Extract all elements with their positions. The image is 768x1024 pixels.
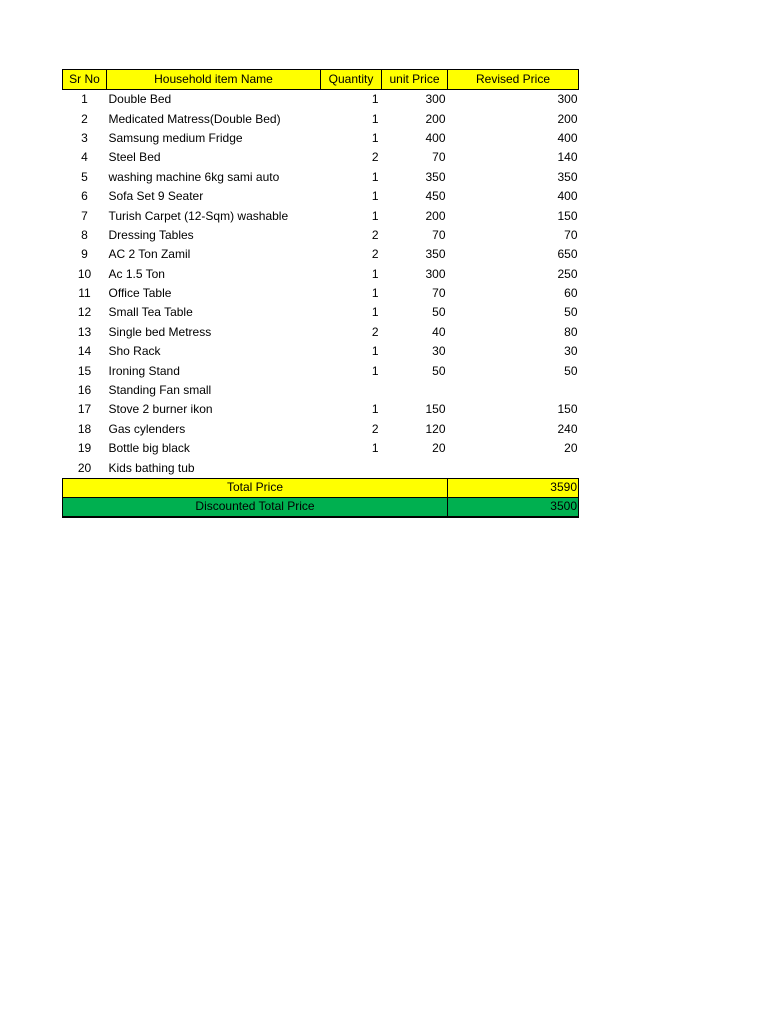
- cell-item-name: Kids bathing tub: [108, 460, 195, 475]
- cell-sr-no: 10: [77, 266, 92, 281]
- table-row: [63, 420, 579, 439]
- cell-item-name: Sho Rack: [108, 344, 161, 359]
- cell-unit-price: 20: [432, 441, 446, 456]
- cell-sr-no: 1: [81, 92, 88, 107]
- cell-unit-price: 50: [432, 363, 446, 378]
- discounted-total-value: 3500: [448, 497, 579, 517]
- cell-quantity: 1: [371, 441, 379, 456]
- cell-item-name: Medicated Matress(Double Bed): [108, 111, 281, 126]
- cell-unit-price: 70: [432, 150, 446, 165]
- household-items-table: [62, 69, 579, 518]
- cell-item-name: AC 2 Ton Zamil: [108, 247, 191, 262]
- price-sheet: [62, 69, 578, 518]
- cell-sr-no: 7: [81, 208, 88, 223]
- cell-sr-no: 9: [81, 247, 88, 262]
- table-row: [63, 187, 579, 206]
- cell-revised-price: 150: [557, 402, 578, 417]
- cell-quantity: 1: [371, 286, 379, 301]
- cell-item-name: Office Table: [108, 286, 172, 301]
- table-row: [63, 90, 579, 110]
- cell-revised-price: 80: [564, 324, 578, 339]
- cell-item-name: Ironing Stand: [108, 363, 180, 378]
- cell-unit-price: 70: [432, 227, 446, 242]
- cell-sr-no: 3: [81, 130, 88, 145]
- header-unit-price: unit Price: [382, 70, 448, 90]
- cell-item-name: Stove 2 burner ikon: [108, 402, 213, 417]
- header-sr-no: Sr No: [63, 70, 107, 90]
- cell-quantity: 1: [371, 305, 379, 320]
- table-row: [63, 109, 579, 128]
- cell-unit-price: [382, 458, 448, 478]
- cell-item-name: Samsung medium Fridge: [108, 130, 243, 145]
- table-row: [63, 284, 579, 303]
- table-row: [63, 400, 579, 419]
- table-row: [63, 226, 579, 245]
- cell-sr-no: 17: [77, 402, 92, 417]
- cell-revised-price: 60: [564, 286, 578, 301]
- cell-revised-price: 70: [564, 227, 578, 242]
- header-item-name: Household item Name: [107, 70, 321, 90]
- cell-sr-no: 19: [77, 441, 92, 456]
- cell-item-name: Steel Bed: [108, 150, 161, 165]
- cell-revised-price: 300: [557, 92, 578, 107]
- cell-quantity: 1: [371, 92, 379, 107]
- total-price-value: 3590: [448, 478, 579, 497]
- cell-sr-no: 5: [81, 169, 88, 184]
- cell-unit-price: 150: [425, 402, 446, 417]
- cell-quantity: 1: [371, 363, 379, 378]
- table-row: [63, 323, 579, 342]
- cell-item-name: Single bed Metress: [108, 324, 212, 339]
- cell-quantity: 2: [371, 324, 379, 339]
- cell-sr-no: 11: [78, 286, 91, 301]
- cell-quantity: [321, 458, 382, 478]
- cell-quantity: 1: [371, 344, 379, 359]
- cell-item-name: Sofa Set 9 Seater: [108, 189, 204, 204]
- cell-quantity: 1: [371, 130, 379, 145]
- table-row: [63, 381, 579, 400]
- cell-quantity: 1: [371, 189, 379, 204]
- cell-revised-price: 50: [564, 363, 578, 378]
- discounted-total-label: Discounted Total Price: [63, 497, 448, 517]
- table-row: [63, 342, 579, 361]
- cell-unit-price: 50: [432, 305, 446, 320]
- cell-revised-price: 50: [564, 305, 578, 320]
- cell-quantity: [321, 381, 382, 400]
- cell-revised-price: [448, 381, 579, 400]
- cell-unit-price: 30: [432, 344, 446, 359]
- cell-quantity: 1: [371, 208, 379, 223]
- cell-sr-no: 12: [77, 305, 92, 320]
- cell-sr-no: 20: [77, 460, 92, 475]
- cell-revised-price: 400: [557, 189, 578, 204]
- cell-unit-price: 350: [425, 169, 446, 184]
- cell-revised-price: 650: [557, 247, 578, 262]
- cell-unit-price: 70: [432, 286, 446, 301]
- cell-sr-no: 8: [81, 227, 88, 242]
- cell-unit-price: 300: [425, 266, 446, 281]
- table-row: [63, 148, 579, 167]
- cell-quantity: 2: [371, 150, 379, 165]
- cell-quantity: 2: [371, 247, 379, 262]
- cell-unit-price: 40: [432, 324, 446, 339]
- discount-row: [63, 497, 579, 517]
- cell-quantity: 1: [371, 169, 379, 184]
- cell-item-name: Bottle big black: [108, 441, 190, 456]
- cell-item-name: Small Tea Table: [108, 305, 193, 320]
- cell-unit-price: 200: [425, 111, 446, 126]
- cell-revised-price: 150: [557, 208, 578, 223]
- table-row: [63, 439, 579, 458]
- cell-sr-no: 15: [77, 363, 92, 378]
- cell-sr-no: 16: [77, 383, 92, 398]
- total-price-label: Total Price: [63, 478, 448, 497]
- cell-revised-price: 400: [557, 130, 578, 145]
- cell-revised-price: 240: [557, 421, 578, 436]
- cell-quantity: 2: [371, 227, 379, 242]
- table-body: [63, 90, 579, 479]
- cell-revised-price: 250: [557, 266, 578, 281]
- cell-quantity: 1: [371, 402, 379, 417]
- table-row: [63, 458, 579, 478]
- table-row: [63, 168, 579, 187]
- cell-sr-no: 4: [81, 150, 88, 165]
- cell-unit-price: 120: [425, 421, 446, 436]
- table-row: [63, 129, 579, 148]
- cell-item-name: Gas cylenders: [108, 421, 186, 436]
- cell-unit-price: 300: [425, 92, 446, 107]
- table-row: [63, 303, 579, 322]
- cell-quantity: 1: [371, 266, 379, 281]
- cell-revised-price: 200: [557, 111, 578, 126]
- table-row: [63, 265, 579, 284]
- cell-item-name: washing machine 6kg sami auto: [108, 169, 280, 184]
- table-row: [63, 245, 579, 264]
- cell-unit-price: [382, 381, 448, 400]
- cell-item-name: Standing Fan small: [108, 383, 212, 398]
- cell-revised-price: 30: [564, 344, 578, 359]
- cell-sr-no: 13: [77, 324, 92, 339]
- cell-quantity: 2: [371, 421, 379, 436]
- cell-revised-price: 140: [557, 150, 578, 165]
- cell-sr-no: 2: [81, 111, 88, 126]
- cell-revised-price: 350: [557, 169, 578, 184]
- cell-quantity: 1: [371, 111, 379, 126]
- table-row: [63, 361, 579, 380]
- header-revised-price: Revised Price: [448, 70, 579, 90]
- header-row: [63, 70, 579, 90]
- cell-unit-price: 450: [425, 189, 446, 204]
- cell-revised-price: 20: [564, 441, 578, 456]
- cell-item-name: Turish Carpet (12-Sqm) washable: [108, 208, 289, 223]
- cell-item-name: Ac 1.5 Ton: [108, 266, 165, 281]
- cell-sr-no: 18: [77, 421, 92, 436]
- cell-item-name: Double Bed: [108, 92, 172, 107]
- total-row: [63, 478, 579, 497]
- cell-sr-no: 14: [77, 344, 92, 359]
- cell-unit-price: 350: [425, 247, 446, 262]
- table-row: [63, 206, 579, 225]
- header-quantity: Quantity: [321, 70, 382, 90]
- cell-revised-price: [448, 458, 579, 478]
- cell-unit-price: 200: [425, 208, 446, 223]
- cell-item-name: Dressing Tables: [108, 227, 194, 242]
- cell-unit-price: 400: [425, 130, 446, 145]
- cell-sr-no: 6: [81, 189, 88, 204]
